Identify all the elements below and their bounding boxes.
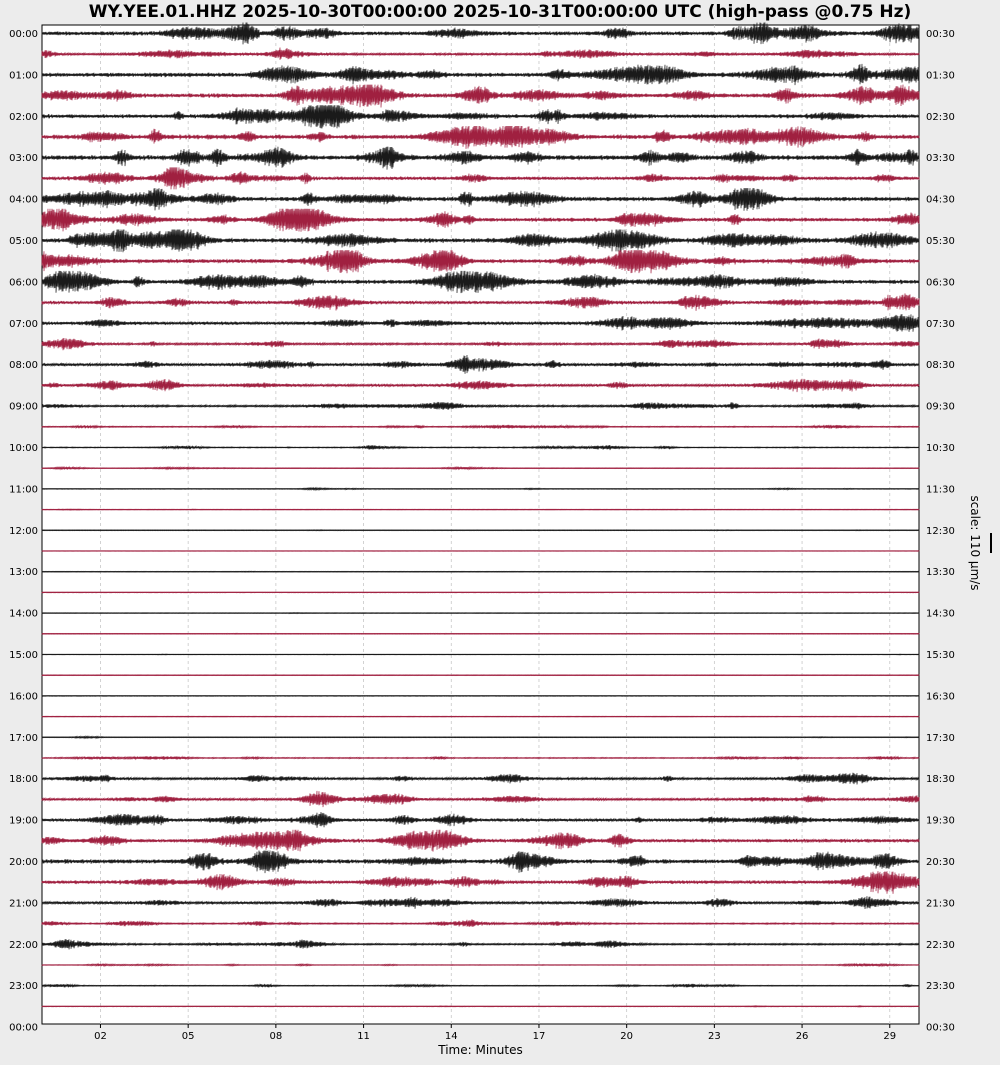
left-time-label: 15:00 xyxy=(9,650,38,661)
left-time-label: 09:00 xyxy=(9,401,38,413)
left-time-label: 06:00 xyxy=(9,277,38,289)
right-time-label: 23:30 xyxy=(926,981,955,993)
x-tick-label: 29 xyxy=(883,1031,897,1042)
right-time-label: 10:30 xyxy=(926,443,955,454)
left-time-label: 04:00 xyxy=(9,194,38,206)
left-time-label: 01:00 xyxy=(9,70,38,82)
left-time-label: 19:00 xyxy=(9,815,38,827)
right-time-label: 11:30 xyxy=(926,484,955,496)
left-time-label: 18:00 xyxy=(9,774,38,786)
x-tick-labels xyxy=(94,1024,896,1042)
left-time-label: 10:00 xyxy=(9,443,38,454)
x-axis-label: Time: Minutes xyxy=(438,1043,523,1057)
right-time-label: 12:30 xyxy=(926,525,955,537)
x-tick-label: 02 xyxy=(94,1031,107,1042)
left-time-label: 00:00 xyxy=(9,29,38,40)
left-time-label: 14:00 xyxy=(9,608,38,620)
left-time-labels xyxy=(9,29,38,1034)
left-time-label: 00:00 xyxy=(9,1022,38,1034)
right-time-label: 13:30 xyxy=(926,567,955,579)
right-time-label: 14:30 xyxy=(926,608,955,620)
right-time-label: 21:30 xyxy=(926,898,955,910)
left-time-label: 11:00 xyxy=(9,484,38,496)
right-time-label: 00:30 xyxy=(926,29,955,40)
right-time-label: 01:30 xyxy=(926,70,955,82)
left-time-label: 03:00 xyxy=(9,153,38,165)
right-time-label: 04:30 xyxy=(926,194,955,206)
left-time-label: 12:00 xyxy=(9,525,38,537)
left-time-label: 22:00 xyxy=(9,939,38,951)
seismic-trace xyxy=(42,592,919,593)
left-time-label: 23:00 xyxy=(9,981,38,993)
seismic-trace xyxy=(42,571,919,572)
seismic-trace xyxy=(42,654,919,655)
left-time-label: 02:00 xyxy=(9,111,38,123)
left-time-label: 05:00 xyxy=(9,236,38,247)
x-tick-label: 26 xyxy=(795,1031,809,1042)
right-time-label: 06:30 xyxy=(926,277,955,289)
seismic-trace xyxy=(42,613,919,614)
x-tick-label: 23 xyxy=(707,1031,721,1042)
left-time-label: 13:00 xyxy=(9,567,38,579)
left-time-label: 17:00 xyxy=(9,732,38,744)
right-time-label: 03:30 xyxy=(926,153,955,165)
scale-label: scale: 110 μm/s xyxy=(968,495,982,591)
seismic-trace xyxy=(42,551,919,552)
right-time-label: 19:30 xyxy=(926,815,955,827)
right-time-label: 05:30 xyxy=(926,236,955,247)
left-time-label: 16:00 xyxy=(9,691,38,703)
left-time-label: 07:00 xyxy=(9,318,38,330)
right-time-labels xyxy=(926,29,955,1034)
right-time-label: 15:30 xyxy=(926,650,955,661)
right-time-label: 16:30 xyxy=(926,691,955,703)
right-time-label: 08:30 xyxy=(926,360,955,372)
right-time-label: 17:30 xyxy=(926,732,955,744)
x-tick-label: 20 xyxy=(620,1031,634,1042)
seismic-trace xyxy=(42,716,919,717)
x-tick-label: 14 xyxy=(444,1031,458,1042)
right-time-label: 18:30 xyxy=(926,774,955,786)
right-time-label: 20:30 xyxy=(926,857,955,868)
seismic-trace xyxy=(42,675,919,676)
right-time-label: 00:30 xyxy=(926,1022,955,1034)
right-time-label: 02:30 xyxy=(926,111,955,123)
seismic-trace xyxy=(42,696,919,697)
right-time-label: 07:30 xyxy=(926,318,955,330)
left-time-label: 20:00 xyxy=(9,857,38,868)
x-tick-label: 11 xyxy=(357,1031,370,1042)
left-time-label: 08:00 xyxy=(9,360,38,372)
chart-title: WY.YEE.01.HHZ 2025-10-30T00:00:00 2025-10-31T00:00:00 UTC (high-pass @0.75 Hz) xyxy=(88,2,912,22)
x-tick-label: 08 xyxy=(269,1031,283,1042)
right-time-label: 22:30 xyxy=(926,939,955,951)
x-tick-label: 05 xyxy=(181,1031,195,1042)
left-time-label: 21:00 xyxy=(9,898,38,910)
x-tick-label: 17 xyxy=(532,1031,546,1042)
right-time-label: 09:30 xyxy=(926,401,955,413)
